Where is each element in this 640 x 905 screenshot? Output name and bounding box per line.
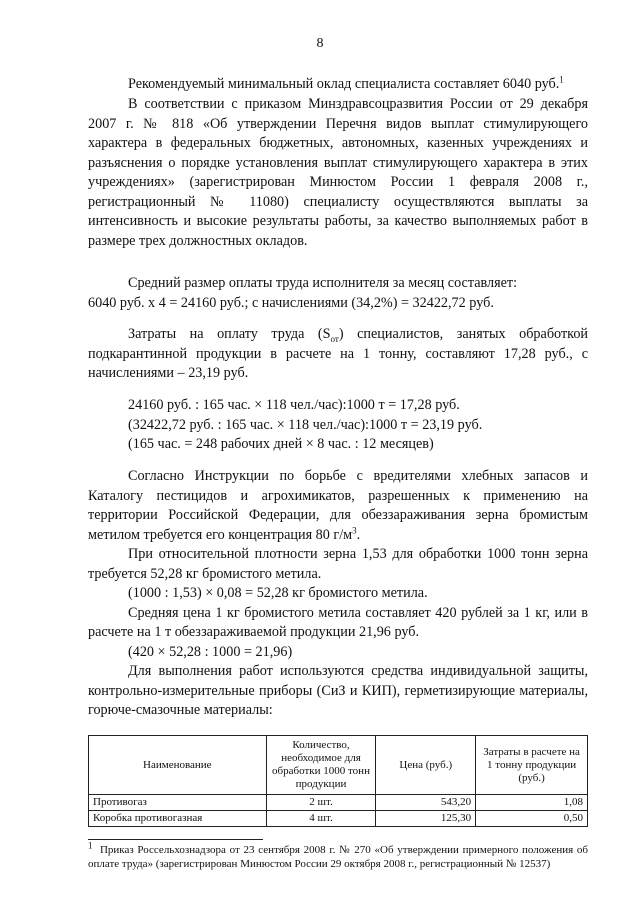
- footnote-text: Приказ Россельхознадзора от 23 сентября 2008 г. № 270 «Об утверждении примерного положения об оплате труда» (зарегистрирован Минюстом России 29 октября 2008 г., регистрационный № 12537): [88, 844, 588, 870]
- methyl-calculation: (1000 : 1,53) × 0,08 = 52,28 кг бромистого метила.: [128, 585, 428, 601]
- instruction-end: .: [356, 526, 361, 543]
- cell-price: 543,20: [376, 795, 476, 811]
- materials-cost-table: [88, 735, 588, 827]
- min-salary-paragraph: [88, 75, 588, 95]
- bonus-order-paragraph: В соответствии с приказом Минздравсоцразвития России от 29 декабря 2007 г. № 818 «Об утверждении Перечня видов выплат стимулирующего характера в федеральных бюджетных, автономных, казенных учреждениях и разъяснения о порядке установления выплат стимулирующего характера в этих учреждениях» (зарегистрирован Минюстом России 1 февраля 2008 г., регистрационный № 11080) специалисту осуществляются выплаты за интенсивность и высокие результаты работы, за качество выполняемых работ в размере трех должностных окладов.: [88, 96, 588, 249]
- calc-line-3: (165 час. = 248 рабочих дней × 8 час. : 12 месяцев): [128, 436, 434, 452]
- cell-quantity: 2 шт.: [266, 795, 376, 811]
- page-number: 8: [316, 36, 324, 51]
- cell-quantity: 4 шт.: [266, 811, 376, 827]
- table-row: [89, 811, 588, 827]
- header-cost-per-ton: Затраты в расчете на 1 тонну продукции (руб.): [476, 736, 588, 795]
- header-name: Наименование: [89, 736, 267, 795]
- labor-cost-subscript: от: [330, 333, 339, 344]
- calc-line-1: 24160 руб. : 165 час. × 118 чел./час):1000 т = 17,28 руб.: [128, 397, 460, 413]
- salary-calculation-line: 6040 руб. х 4 = 24160 руб.; с начислениями (34,2%) = 32422,72 руб.: [88, 294, 494, 311]
- footnote-ref: 1: [559, 74, 564, 85]
- labor-cost-text-end: ) специалистов, занятых обработкой подкарантинной продукции в расчете на 1 тонну, составляют 17,28 руб., с начислениями – 23,19 руб.: [88, 326, 589, 381]
- cell-item-name: Коробка противогазная: [89, 811, 267, 827]
- methyl-price-calculation: (420 × 52,28 : 1000 = 21,96): [128, 643, 293, 660]
- methyl-instruction-text: Согласно Инструкции по борьбе с вредителями хлебных запасов и Каталогу пестицидов и агрохимикатов, разрешенных к применению на территории Российской Федерации, для обеззараживания зерна бромистым метилом требуется его концентрация 80 г/м: [88, 468, 588, 543]
- footnote-divider: [88, 839, 263, 840]
- header-price: Цена (руб.): [376, 736, 476, 795]
- labor-calculation: [88, 396, 588, 455]
- table-row: [89, 795, 588, 811]
- methyl-price-paragraph: Средняя цена 1 кг бромистого метила составляет 420 рублей за 1 кг, или в расчете на 1 т обеззараживаемой продукции 21,96 руб.: [88, 604, 588, 640]
- methyl-density-paragraph: При относительной плотности зерна 1,53 для обработки 1000 тонн зерна требуется 52,28 кг бромистого метила.: [88, 546, 588, 582]
- average-salary-line: Средний размер оплаты труда исполнителя за месяц составляет:: [128, 275, 518, 291]
- cell-price: 125,30: [376, 811, 476, 827]
- cell-cost: 0,50: [476, 811, 588, 827]
- labor-cost-text-start: Затраты на оплату труда (S: [128, 326, 331, 342]
- footnote: [88, 840, 588, 871]
- table-header-row: [89, 736, 588, 795]
- ppe-paragraph: Для выполнения работ используются средства индивидуальной защиты, контрольно-измерительные приборы (СиЗ и КИП), герметизирующие материалы, горюче-смазочные материалы:: [88, 663, 588, 718]
- methyl-bromide-section: [88, 467, 588, 662]
- min-salary-text: Рекомендуемый минимальный оклад специалиста составляет 6040 руб.: [128, 76, 560, 92]
- cell-item-name: Противогаз: [89, 795, 267, 811]
- header-quantity: Количество, необходимое для обработки 1000 тонн продукции: [266, 736, 376, 795]
- calc-line-2: (32422,72 руб. : 165 час. × 118 чел./час):1000 т = 23,19 руб.: [128, 416, 483, 433]
- footnote-mark: 1: [88, 840, 93, 851]
- labor-cost-paragraph: [88, 325, 588, 384]
- average-salary-section: [88, 274, 588, 313]
- methyl-bromide-instruction: [88, 467, 588, 545]
- cubic-superscript: 3: [352, 524, 357, 535]
- cell-cost: 1,08: [476, 795, 588, 811]
